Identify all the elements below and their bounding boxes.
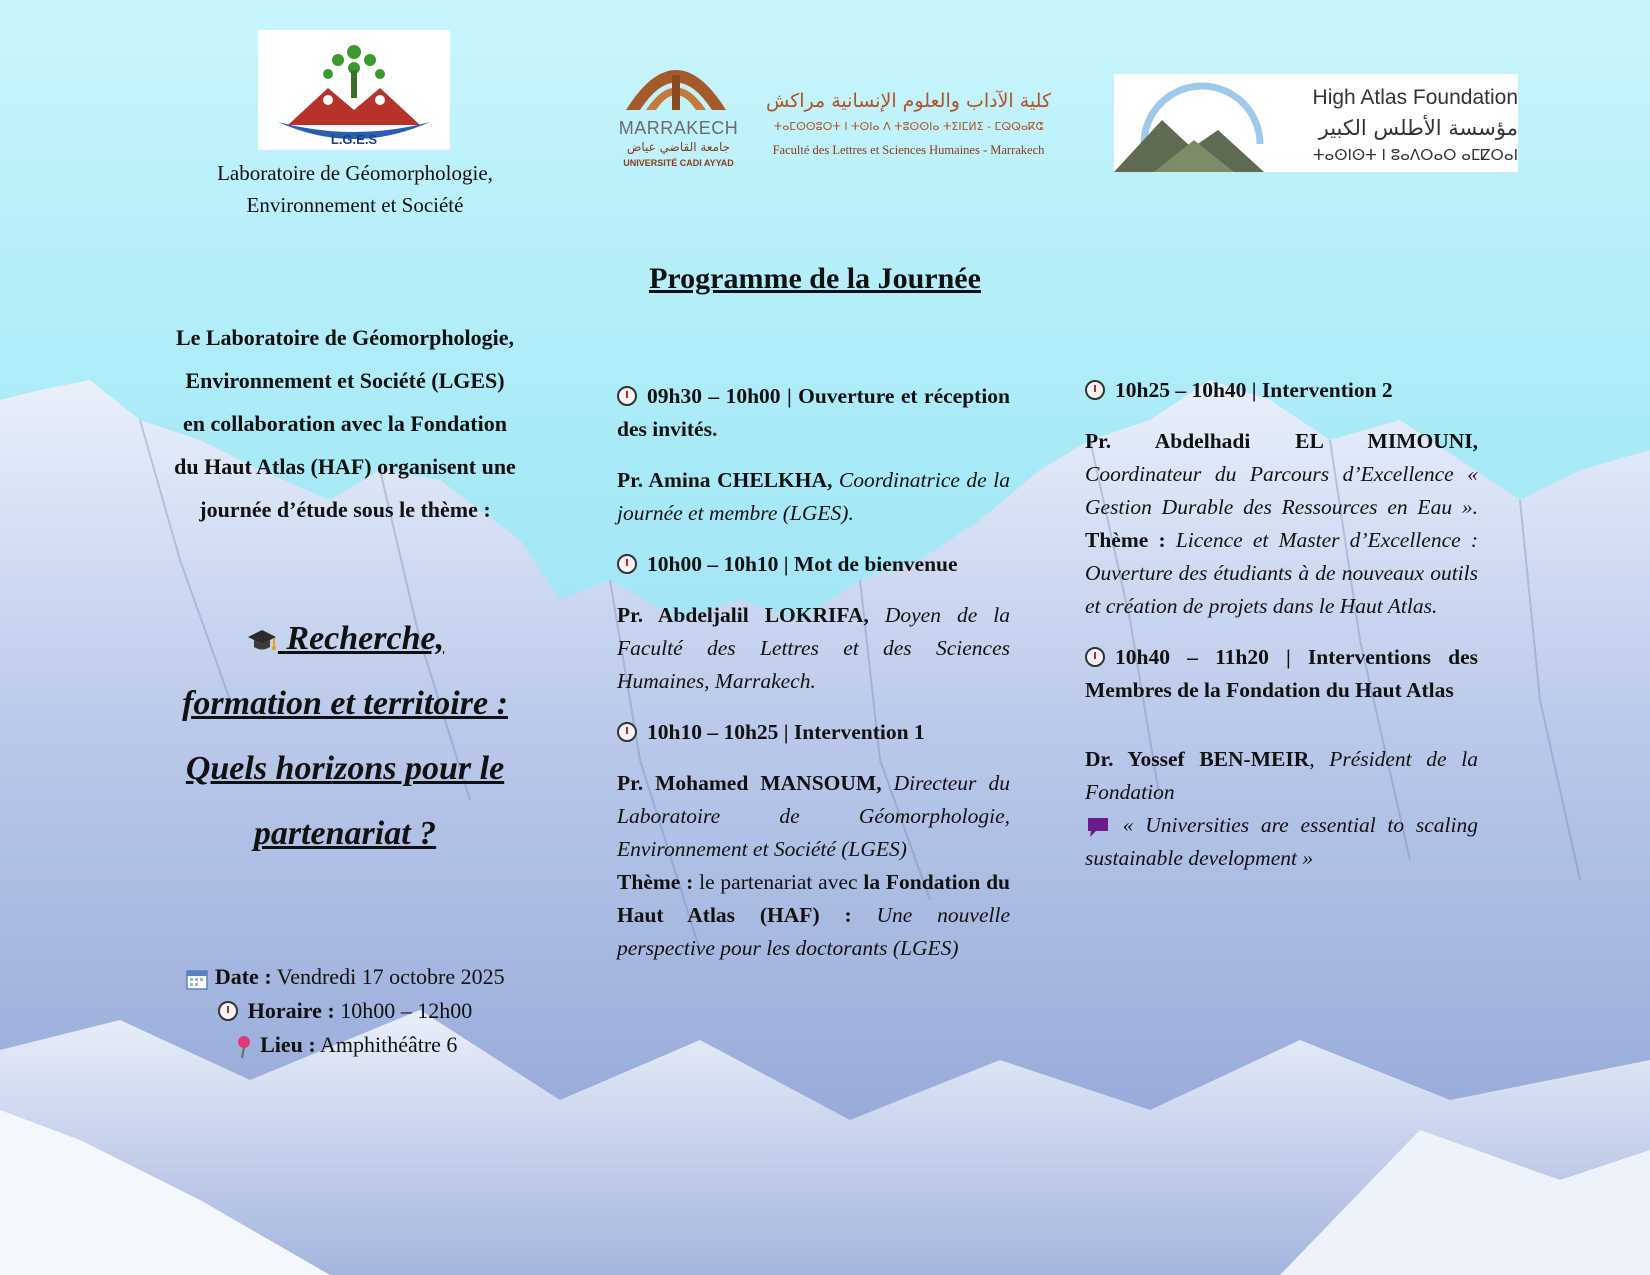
event-info	[140, 960, 550, 1062]
intro-line: du Haut Atlas (HAF) organisent une	[174, 454, 516, 479]
intro-line: Environnement et Société (LGES)	[185, 368, 505, 393]
faculty-arabic: كلية الآداب والعلوم الإنسانية مراكش	[766, 90, 1051, 112]
time-label: Horaire :	[247, 998, 335, 1023]
speech-icon	[1085, 815, 1111, 839]
place-value: Amphithéâtre 6	[315, 1032, 458, 1057]
program-column-right	[1085, 374, 1478, 875]
quote-text: « Universities are essential to scaling sustainable development »	[1085, 813, 1478, 870]
haf-name-tifinagh: ⵜⴰⵙⵏⵙⵜ ⵏ ⵓⴰⴷⵔⴰⵔ ⴰⵎⵇⵔⴰⵏ	[1312, 146, 1518, 164]
session-time: 10h10 – 10h25 | Intervention 1	[647, 720, 925, 744]
speaker-name: Pr. Abdeljalil LOKRIFA,	[617, 603, 869, 627]
date-value: Vendredi 17 octobre 2025	[271, 964, 505, 989]
speaker-name: Pr. Mohamed MANSOUM,	[617, 771, 882, 795]
speaker-name: Pr. Amina CHELKHA,	[617, 468, 833, 492]
theme-italic: Une nouvelle perspective pour les doctorants (LGES)	[617, 903, 1010, 960]
place-row	[140, 1028, 550, 1062]
theme-bold: la Fondation du Haut Atlas (HAF) :	[617, 870, 1011, 927]
clock-icon	[617, 386, 637, 406]
theme-line: Recherche,	[286, 620, 445, 657]
time-row	[140, 994, 550, 1028]
theme-line: partenariat ?	[253, 815, 437, 852]
session-time: 10h25 – 10h40 | Intervention 2	[1115, 378, 1393, 402]
intro-line: en collaboration avec la Fondation	[183, 411, 507, 436]
intro-text	[140, 316, 550, 531]
intro-line: Le Laboratoire de Géomorphologie,	[175, 325, 515, 350]
clock-icon	[218, 1001, 238, 1021]
speaker-role: , Président de la Fondation	[1085, 747, 1478, 804]
haf-name-en: High Atlas Foundation	[1312, 86, 1518, 109]
faculty-logo	[616, 40, 1076, 185]
university-city: MARRAKECH	[618, 118, 739, 138]
faculty-french: Faculté des Lettres et Sciences Humaines - Marrakech	[772, 143, 1045, 157]
lab-caption	[175, 157, 535, 221]
haf-logo	[1114, 74, 1518, 172]
time-value: 10h00 – 12h00	[334, 998, 473, 1023]
theme-text: Licence et Master d’Excellence : Ouverture des étudiants à de nouveaux outils et création de projets dans le Haut Atlas.	[1085, 528, 1478, 618]
faculty-tifinagh: ⵜⴰⵎⵙⵙⵓⵔⵜ ⵏ ⵜⵙⵏⴰ ⴷ ⵜⵓⵙⵙⵏⴰ ⵜⵉⵏⵎⵍⵉ - ⵎⵕⵕⴰⴽⵛ	[773, 120, 1044, 133]
program-title: Programme de la Journée	[649, 262, 981, 295]
theme-line: Quels horizons pour le	[185, 750, 505, 787]
event-theme	[140, 606, 550, 866]
theme-label: Thème :	[1085, 528, 1166, 552]
clock-icon	[1085, 647, 1105, 667]
university-arabic: جامعة القاضي عياض	[626, 140, 731, 154]
speaker-role: Directeur du Laboratoire de Géomorphologie, Environnement et Société (LGES)	[617, 771, 1010, 861]
clock-icon	[617, 722, 637, 742]
clock-icon	[1085, 380, 1105, 400]
theme-label: Thème :	[617, 870, 694, 894]
intro-line: journée d’étude sous le thème :	[199, 497, 491, 522]
lab-caption-line: Laboratoire de Géomorphologie,	[217, 161, 493, 185]
calendar-icon	[185, 967, 209, 991]
speaker-role: Doyen de la Faculté des Lettres et des Sciences Humaines, Marrakech.	[617, 603, 1010, 693]
program-column-middle	[617, 380, 1010, 965]
speaker-name: Dr. Yossef BEN-MEIR	[1085, 747, 1310, 771]
place-label: Lieu :	[260, 1032, 316, 1057]
graduation-cap-icon	[246, 627, 278, 655]
clock-icon	[617, 554, 637, 574]
session-time: 10h00 – 10h10 | Mot de bienvenue	[647, 552, 958, 576]
university-latin: UNIVERSITÉ CADI AYYAD	[623, 158, 734, 168]
theme-line: formation et territoire :	[182, 685, 508, 722]
theme-text: le partenariat avec	[693, 870, 864, 894]
haf-name-ar: مؤسسة الأطلس الكبير	[1318, 116, 1518, 140]
lab-caption-line: Environnement et Société	[246, 193, 464, 217]
speaker-role: Coordinateur du Parcours d’Excellence « Gestion Durable des Ressources en Eau ».	[1085, 462, 1478, 519]
date-row	[140, 960, 550, 994]
pushpin-icon	[233, 1035, 255, 1059]
speaker-name: Pr. Abdelhadi EL MIMOUNI,	[1085, 429, 1478, 453]
lges-logo-text: L.G.E.S	[330, 132, 378, 147]
speaker-role: Coordinatrice de la journée et membre (LGES).	[617, 468, 1010, 525]
session-time: 09h30 – 10h00 | Ouverture et réception des invités.	[617, 384, 1010, 441]
date-label: Date :	[214, 964, 272, 989]
lges-logo	[258, 30, 450, 150]
session-time: 10h40 – 11h20 | Interventions des Membres de la Fondation du Haut Atlas	[1085, 645, 1478, 702]
